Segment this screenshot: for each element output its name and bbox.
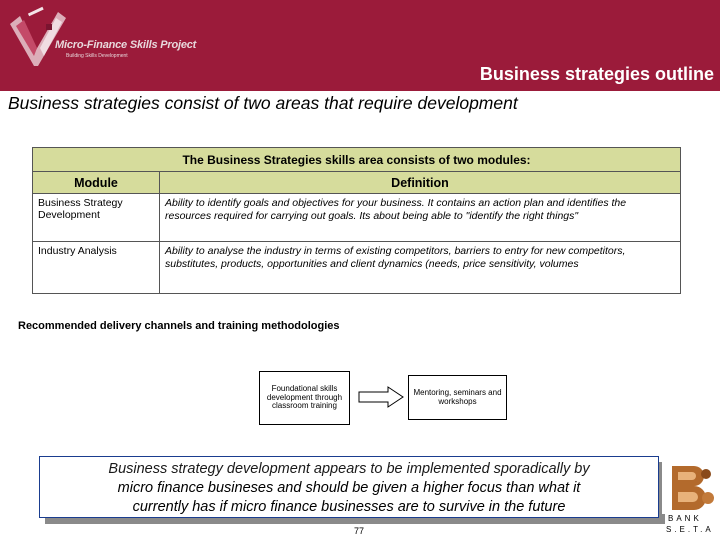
- right-arrow-icon: [358, 386, 404, 408]
- callout-line: micro finance busineses and should be given a higher focus than what it: [117, 480, 581, 496]
- seta-logo-line: S.E.T.A: [666, 525, 714, 534]
- flow-box-label: Foundational skills development through classroom training: [266, 384, 343, 411]
- table-row: [33, 194, 681, 242]
- page-title: Business strategies outline: [479, 64, 714, 84]
- intro-text: Business strategies consist of two areas that require development: [8, 93, 518, 113]
- module-name: Industry Analysis: [33, 242, 160, 294]
- module-definition: Ability to identify goals and objectives for your business. It contains an action plan and identifies the resources required for carrying out goals. Its about being able to "identify the right things": [160, 194, 681, 242]
- table-caption: The Business Strategies skills area consists of two modules:: [33, 148, 681, 172]
- brand-tagline: Building Skills Development: [66, 53, 128, 59]
- module-definition: Ability to analyse the industry in terms of existing competitors, barriers to entry for new competitors, substitutes, products, opportunities and client dynamics (needs, price sensitivity, volumes: [160, 242, 681, 294]
- brand-name: Micro-Finance Skills Project: [55, 39, 197, 51]
- channels-title: Recommended delivery channels and training methodologies: [18, 320, 340, 332]
- callout-box: [39, 456, 659, 518]
- column-header-definition: Definition: [160, 172, 681, 194]
- table-row: [33, 242, 681, 294]
- column-header-module: Module: [33, 172, 160, 194]
- callout-line: currently has if micro finance businesses are to survive in the future: [132, 499, 566, 515]
- flow-box-classroom: [259, 371, 350, 425]
- seta-logo-line: BANK: [668, 514, 702, 523]
- flow-box-mentoring: [408, 375, 507, 420]
- module-name: Business Strategy Development: [33, 194, 160, 242]
- modules-table: [32, 147, 681, 294]
- bank-seta-logo-icon: [662, 462, 718, 514]
- flow-box-label: Mentoring, seminars and workshops: [413, 388, 502, 406]
- callout-line: Business strategy development appears to be implemented sporadically by: [108, 461, 590, 477]
- page-number: 77: [354, 526, 365, 536]
